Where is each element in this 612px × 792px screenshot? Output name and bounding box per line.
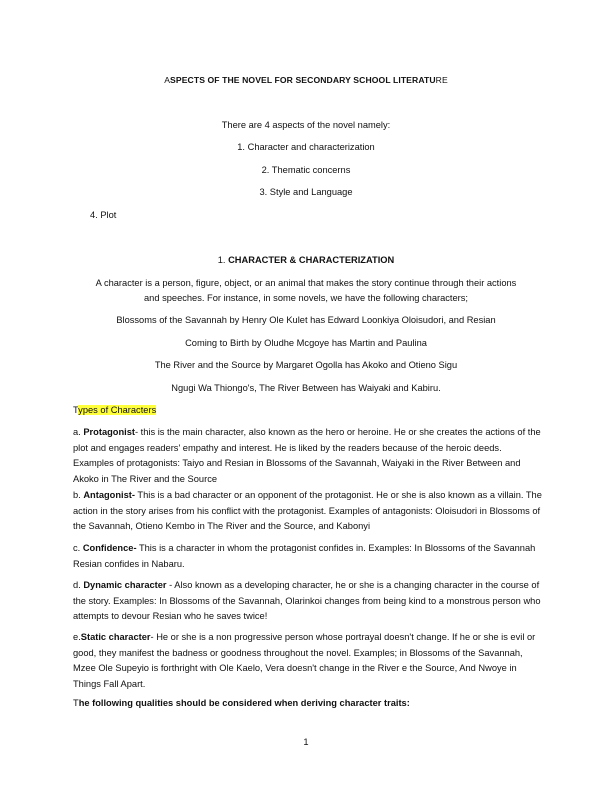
types-heading-first: T: [73, 405, 79, 415]
definition-line: A character is a person, figure, object, or an animal that makes the story continue through their actions: [95, 278, 517, 288]
character-type-static: [73, 630, 543, 692]
item-text: - He or she is a non progressive person whose portrayal doesn't change. If he or she is evil or good, they manifest the badness or goodness throughout the novel. Examples; in Blossoms of the Savannah, Mzee Ole Supeyio is forthright with Ole Kaelo, Vera doesn't change in the River e the Source, And Nwoye in Things Fall Apart.: [73, 632, 536, 689]
item-term: Protagonist: [83, 427, 135, 437]
aspect-item: 4. Plot: [90, 210, 117, 220]
aspect-item: 2. Thematic concerns: [261, 165, 351, 175]
item-term: Static character: [80, 632, 151, 642]
character-type-protagonist: [73, 425, 543, 487]
example-line: Blossoms of the Savannah by Henry Ole Kulet has Edward Loonkiya Oloisudori, and Resian: [116, 315, 496, 325]
example-line: The River and the Source by Margaret Ogolla has Akoko and Otieno Sigu: [154, 360, 458, 370]
aspect-item: 3. Style and Language: [259, 187, 353, 197]
intro-line: There are 4 aspects of the novel namely:: [221, 120, 391, 130]
title-main: SPECTS OF THE NOVEL FOR SECONDARY SCHOOL LITERATU: [170, 75, 436, 85]
section-heading: [0, 254, 612, 266]
title-end: RE: [435, 75, 448, 85]
types-heading: [73, 404, 156, 416]
character-type-antagonist: [73, 488, 543, 535]
example-line: Coming to Birth by Oludhe Mcgoye has Martin and Paulina: [185, 338, 427, 348]
closing-text: he following qualities should be considered when deriving character traits:: [78, 698, 410, 708]
item-prefix: b.: [73, 490, 84, 500]
item-prefix: a.: [73, 427, 84, 437]
item-text: - this is the main character, also known as the hero or heroine. He or she creates the actions of the plot and engages readers' empathy and interest. He is liked by the readers because of the heroic deeds. Examples of protagonists: Taiyo and Resian in Blossoms of the Savannah, Waiyaki in the River Between and Akoko in The River and the Source: [73, 427, 541, 484]
item-term: Antagonist-: [83, 490, 135, 500]
section-title: CHARACTER & CHARACTERIZATION: [228, 255, 395, 265]
definition-line: and speeches. For instance, in some novels, we have the following characters;: [143, 293, 468, 303]
document-title: [0, 74, 612, 86]
closing-line: [73, 697, 410, 709]
closing-first-letter: T: [73, 698, 79, 708]
item-text: This is a bad character or an opponent of the protagonist. He or she is also known as a villain. The action in the story arises from his conflict with the protagonist. Examples of antagonists: Oloisudori in Blossoms of the Savannah, Otieno Kembo in The River and the Source, and Kabonyi: [73, 490, 542, 531]
item-term: Dynamic character: [83, 580, 167, 590]
title-first-letter: A: [164, 75, 171, 85]
example-line: Ngugi Wa Thiongo's, The River Between has Waiyaki and Kabiru.: [171, 383, 441, 393]
character-type-confidence: [73, 541, 543, 572]
item-text: - Also known as a developing character, he or she is a changing character in the course of the story. Examples: In Blossoms of the Savannah, Olarinkoi changes from being kind to a monstrous person who attempts to devour Resian who he saves twice!: [73, 580, 541, 621]
item-text: This is a character in whom the protagonist confides in. Examples: In Blossoms of the Savannah Resian confides in Nabaru.: [73, 543, 536, 569]
item-prefix: e.: [73, 632, 81, 642]
page-number: 1: [303, 737, 309, 747]
item-prefix: d.: [73, 580, 84, 590]
item-term: Confidence-: [82, 543, 137, 553]
types-heading-last: s: [151, 405, 157, 415]
aspect-item: 1. Character and characterization: [237, 142, 375, 152]
character-type-dynamic: [73, 578, 543, 625]
section-number: 1.: [217, 255, 229, 265]
item-prefix: c.: [73, 543, 83, 553]
types-heading-highlight: ypes of Character: [78, 405, 152, 415]
